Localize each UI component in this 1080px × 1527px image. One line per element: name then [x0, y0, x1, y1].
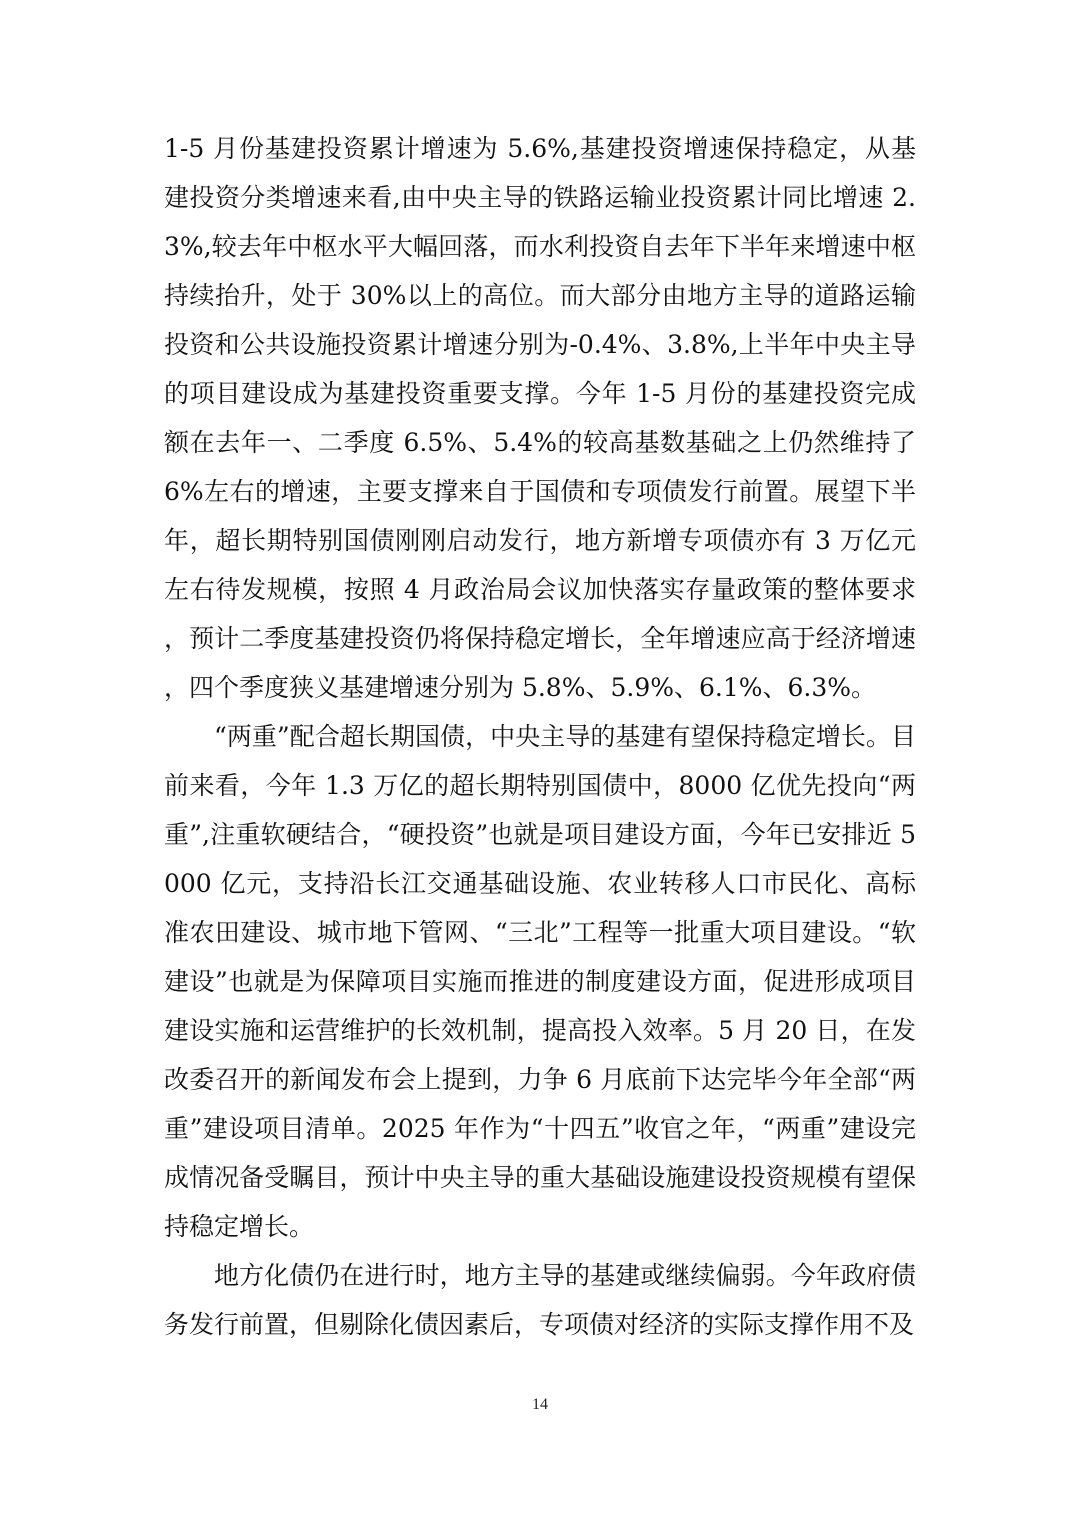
page-number: 14 — [532, 1396, 548, 1413]
paragraph-infrastructure-investment: 1-5 月份基建投资累计增速为 5.6%,基建投资增速保持稳定，从基建投资分类增速来看,由中央主导的铁路运输业投资累计同比增速 2.3%,较去年中枢水平大幅回落，而水利投资自去年下半年来增速中枢持续抬升，处于 30%以上的高位。而大部分由地方主导的道路运输投资和公共设施投资累计增速分别为-0.4%、3.8%,上半年中央主导的项目建设成为基建投资重要支撑。今年 1-5 月份的基建投资完成额在去年一、二季度 6.5%、5.4%的较高基数基础之上仍然维持了 6%左右的增速，主要支撑来自于国债和专项债发行前置。展望下半年，超长期特别国债刚刚启动发行，地方新增专项债亦有 3 万亿元左右待发规模，按照 4 月政治局会议加快落实存量政策的整体要求，预计二季度基建投资仍将保持稳定增长，全年增速应高于经济增速，四个季度狭义基建增速分别为 5.8%、5.9%、6.1%、6.3%。 — [164, 134, 916, 702]
paragraph-two-major-projects: “两重”配合超长期国债，中央主导的基建有望保持稳定增长。目前来看，今年 1.3 万亿的超长期特别国债中，8000 亿优先投向“两重”,注重软硬结合，“硬投资”也就是项目建设方面，今年已安排近 5000 亿元，支持沿长江交通基础设施、农业转移人口市民化、高标准农田建设、城市地下管网、“三北”工程等一批重大项目建设。“软建设”也就是为保障项目实施而推进的制度建设方面，促进形成项目建设实施和运营维护的长效机制，提高投入效率。5 月 20 日，在发改委召开的新闻发布会上提到，力争 6 月底前下达完毕今年全部“两重”建设项目清单。2025 年作为“十四五”收官之年，“两重”建设完成情况备受瞩目，预计中央主导的重大基础设施建设投资规模有望保持稳定增长。 — [164, 722, 916, 1241]
document-body — [164, 124, 916, 1349]
paragraph-local-debt: 地方化债仍在进行时，地方主导的基建或继续偏弱。今年政府债务发行前置，但剔除化债因素后，专项债对经济的实际支撑作用不及 — [164, 1261, 916, 1339]
